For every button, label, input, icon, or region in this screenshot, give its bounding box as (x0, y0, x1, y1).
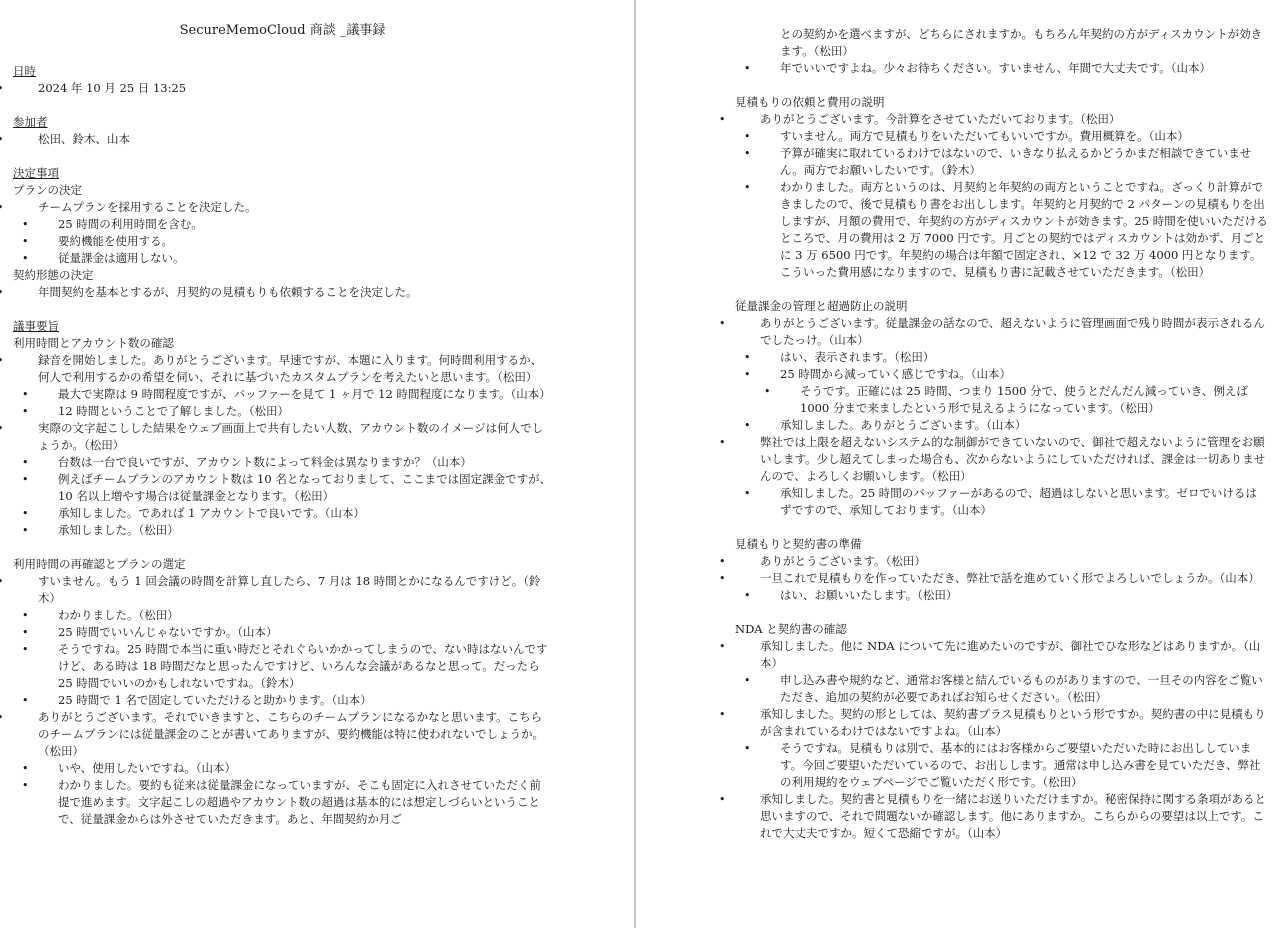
list-item: • 予算が確実に取れているわけではないので、いきなり払えるかどうかまだ相談できていません。両方でお願いしたいです。（鈴木） (760, 145, 1268, 179)
estimate-heading: 見積もりの依頼と費用の説明 (735, 95, 885, 109)
contract-decision-heading: 契約形態の決定 (13, 268, 94, 282)
list-item: • 申し込み書や規約など、通常お客様と結んでいるものがありますので、一旦その内容をご覧いただき、追加の契約が必要であればお知らせください。（松田） (760, 672, 1268, 706)
list-item: • わかりました。（松田） (38, 607, 552, 624)
list-item: • すいません。両方で見積もりをいただいてもいいですか。費用概算を。（山本） (760, 128, 1268, 145)
nda-item-1: 承知しました。他に NDA について先に進めたいのですが、御社でひな形などはありますか。（山本） (760, 639, 1261, 670)
list-item (735, 706, 1268, 791)
page-right (640, 0, 1280, 928)
section-decisions-heading: 決定事項 (13, 166, 59, 180)
page-divider (634, 0, 636, 928)
document-title: SecureMemoCloud 商談 _議事録 (179, 23, 386, 38)
section-date-heading: 日時 (13, 64, 36, 78)
plan-decision-text: チームプランを採用することを決定した。 (38, 200, 257, 214)
list-item: • 承知しました。（松田） (38, 522, 552, 539)
list-item (735, 570, 1268, 604)
list-item (13, 573, 552, 709)
list-item (735, 111, 1268, 281)
metered-heading: 従量課金の管理と超過防止の説明 (735, 299, 908, 313)
list-item: • そうですね。25 時間で本当に重い時だとそれぐらいかかってしまうので、ない時はないんですけど、ある時は 18 時間だなと思ったんですけど、いろんな会議があるなと思って。だったら 25 時間でいいのかもしれないですね。（鈴木） (38, 641, 552, 692)
list-item: • わかりました。両方というのは、月契約と年契約の両方ということですね。ざっくり計算ができましたので、後で見積もり書をお出しします。年契約と月契約で 2 パターンの見積もりを出しますが、月額の費用で、年契約の方がディスカウントが効きます。25 時間を使いいただけるところで、月の費用は 2 万 7000 円です。月ごとの契約ではディスカウントは効かず、月ごとに 3 万 6500 円です。年契約の場合は年額で固定され、×12 で 32 万 4000 円となります。こういった費用感になりますので、見積もり書に記載させていただきます。（松田） (760, 179, 1268, 281)
list-item: • 年間契約を基本とするが、月契約の見積もりも依頼することを決定した。 (13, 284, 552, 301)
estimate-item-1: ありがとうございます。今計算をさせていただいております。（松田） (760, 112, 1121, 126)
list-item: • ありがとうございます。（松田） (735, 553, 1268, 570)
list-item: • 承知しました。25 時間のバッファーがあるので、超過はしないと思います。ゼロでいけるはずですので、承知しております。（山本） (760, 485, 1268, 519)
list-item: • そうです。正確には 25 時間、つまり 1500 分で、使うとだんだん減っていき、例えば 1000 分まで来ましたという形で見えるようになっています。（松田） (780, 383, 1268, 417)
recheck-item-1: すいません。もう 1 回会議の時間を計算し直したら、7 月は 18 時間とかになるんですけど。（鈴木） (38, 574, 541, 605)
list-item: • 台数は一台で良いですが、アカウント数によって料金は異なりますか？（山本） (38, 454, 552, 471)
plan-decision-heading: プランの決定 (13, 183, 82, 197)
list-item: • 承知しました。ありがとうございます。（山本） (760, 417, 1268, 434)
contract-prep-heading: 見積もりと契約書の準備 (735, 537, 862, 551)
metered-item-2: 弊社では上限を超えないシステム的な制御ができていないので、御社で超えないように管理をお願いします。少し超えてしまった場合も、次からないようにしていただければ、課金は一切ありませんので、よろしくお願いします。（松田） (760, 435, 1266, 483)
metered-item-1: ありがとうございます。従量課金の話なので、超えないように管理画面で残り時間が表示されるんでしたっけ。（山本） (760, 316, 1265, 347)
list-item: • 25 時間でいいんじゃないですか。（山本） (38, 624, 552, 641)
list-item: • 25 時間で 1 名で固定していただけると助かります。（山本） (38, 692, 552, 709)
list-item (13, 352, 552, 420)
recheck-heading: 利用時間の再確認とプランの選定 (13, 557, 186, 571)
nda-item-2: 承知しました。契約の形としては、契約書プラス見積もりという形ですか。契約書の中に見積もりが含まれているわけではないですよね。（山本） (760, 707, 1266, 738)
list-item: • そうですね。見積もりは別で、基本的にはお客様からご要望いただいた時にお出ししています。今回ご要望いただいているので、お出しします。通常は申し込み書を見ていただき、弊社の利用規約をウェブページでご覧いただく形です。（松田） (760, 740, 1268, 791)
section-summary-heading: 議事要旨 (13, 319, 59, 333)
list-item: • 25 時間の利用時間を含む。 (38, 216, 552, 233)
list-item: • 最大で実際は 9 時間程度ですが、バッファーを見て 1 ヶ月で 12 時間程度になります。（山本） (38, 386, 552, 403)
list-item (735, 434, 1268, 519)
list-item: • 例えばチームプランのアカウント数は 10 名となっておりまして、ここまでは固定課金ですが、10 名以上増やす場合は従量課金となります。（松田） (38, 471, 552, 505)
list-item (13, 420, 552, 539)
contract-prep-item-2: 一旦これで見積もりを作っていただき、弊社で話を進めていく形でよろしいでしょうか。（山本） (760, 571, 1260, 585)
date-value: • 2024 年 10 月 25 日 13:25 (13, 80, 552, 97)
usage-item-2: 実際の文字起こしした結果をウェブ画面上で共有したい人数、アカウント数のイメージは何人でしょうか。（松田） (38, 421, 544, 452)
list-item (760, 366, 1268, 417)
recheck-item-2: ありがとうございます。それでいきますと、こちらのチームプランになるかなと思います。こちらのチームプランには従量課金のことが書いてありますが、要約機能は特に使われないでしょうか。（松田） (38, 710, 544, 758)
list-item (13, 199, 552, 267)
page-left (0, 0, 632, 928)
list-item: • いや、使用したいですね。（山本） (38, 760, 552, 777)
usage-item-1: 録音を開始しました。ありがとうございます。早速ですが、本題に入ります。何時間利用するか、何人で利用するかの希望を伺い、それに基づいたカスタムプランを考えたいと思います。（松田） (38, 353, 543, 384)
list-item (735, 638, 1268, 706)
metered-sub-b: 25 時間から減っていく感じですね。（山本） (780, 367, 1012, 381)
list-item: • はい、表示されます。（松田） (760, 349, 1268, 366)
list-item: • 12 時間ということで了解しました。（松田） (38, 403, 552, 420)
nda-heading: NDA と契約書の確認 (735, 622, 847, 636)
continued-text: との契約かを選べますが、どちらにされますか。もちろん年契約の方がディスカウントが効きます。（松田） (780, 27, 1263, 58)
list-item: • はい、お願いいたします。（松田） (760, 587, 1268, 604)
list-item (735, 315, 1268, 434)
section-participants-heading: 参加者 (13, 115, 48, 129)
list-item: • 従量課金は適用しない。 (38, 250, 552, 267)
list-item: • 年でいいですよね。少々お待ちください。すいません、年間で大丈夫です。（山本） (760, 60, 1268, 77)
list-item (13, 709, 552, 828)
list-item: • 要約機能を使用する。 (38, 233, 552, 250)
list-item: • わかりました。要約も従来は従量課金になっていますが、そこも固定に入れさせていただく前提で進めます。文字起こしの超過やアカウント数の超過は基本的には想定しづらいということで、従量課金からは外させていただきます。あと、年間契約か月ご (38, 777, 552, 828)
list-item: • 承知しました。であれば 1 アカウントで良いです。（山本） (38, 505, 552, 522)
participants-value: • 松田、鈴木、山本 (13, 131, 552, 148)
list-item: • 承知しました。契約書と見積もりを一緒にお送りいただけますか。秘密保持に関する条項があると思いますので、それで問題ないか確認します。他にありますか。こちらからの要望は以上です。これで大丈夫ですか。短くて恐縮ですが。（山本） (735, 791, 1268, 842)
usage-heading: 利用時間とアカウント数の確認 (13, 336, 174, 350)
